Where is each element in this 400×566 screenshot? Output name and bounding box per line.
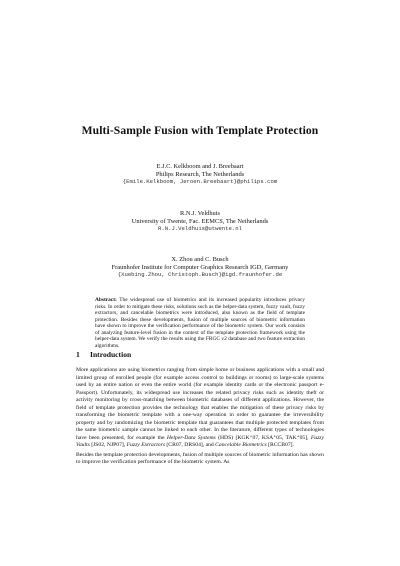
paragraph-1-text-b: (HDS) [KGK⁺07, KSA⁺05, TAK⁺05], [215,434,311,441]
section-title: Introduction [90,350,132,359]
author-block-3 [0,256,400,279]
author-names: E.J.C. Kelkboom and J. Breebaart [156,163,244,170]
author-block-1 [0,163,400,186]
author-names: R.N.J. Veldhuis [179,210,220,217]
author-affiliation: Fraunhofer Institute for Computer Graphics Research IGD, Germany [111,263,289,271]
author-affiliation: University of Twente, Fac. EEMCS, The Netherlands [131,217,269,225]
section-heading [76,350,131,359]
abstract-label: Abstract: [95,297,117,303]
abstract-text: The widespread use of biometrics and its increased popularity introduces privacy risks. In order to mitigate these risks, solutions such as the helper-data system, fuzzy vault, fuzzy extractors, and cancelable biometrics were introduced, also known as the field of template protection. Besides these developments, fusion of multiple sources of biometric information have shown to improve the verification performance of the biometric system. Our work consists of analyzing feature-level fusion in the context of the template protection framework using the helper-data system. We verify the results using the FRGC v2 database and two feature extraction algorithms. [95,297,305,349]
author-email: {Emile.Kelkboom, Jeroen.Breebaart}@philips.com [122,178,278,186]
paragraph-1-text-c: [JS02, NJP07], [89,442,127,448]
paragraph-1-text-e: [RCCB07]. [266,442,294,448]
author-names: X. Zhou and C. Busch [171,256,229,263]
author-email: R.N.J.Veldhuis@utwente.nl [158,225,242,233]
paragraph-1-text-a: More applications are using biometrics ranging from simple home or business applications with a small and limited group of enrolled people (for example access control to buildings or rooms) to large-scale systems used by an entire nation or even the entire world (for example identity cards or the electronic passport e-Passport). Unfortunately, its widespread use increases the related privacy risks such as identity theft or activity monitoring by cross-matching between biometric databases of different applications. However, the field of template protection provides the technology that enables the mitigation of these privacy risks by transforming the biometric template with a one-way operation in order to guarantee the irreversibility property and by randomizing the biometric template that guarantees that multiple protected templates from the same biometric sample cannot be linked to each other. In the literature, different types of technologies have been presented, for example the [76,367,324,441]
paragraph-1 [76,367,324,450]
term-fuzzy-extractors: Fuzzy Extractors [126,442,166,448]
term-fuzzy-vaults: Fuzzy Vaults [76,434,324,448]
term-helper-data-systems: Helper-Data Systems [166,434,216,441]
paper-title: Multi-Sample Fusion with Template Protection [81,124,319,137]
paragraph-2: Besides the template protection developments, fusion of multiple sources of biometric information has shown to improve the verification performance of the biometric system. As [76,451,324,465]
author-email: {Xuebing.Zhou, Christoph.Busch}@igd.fraunhofer.de [117,271,283,279]
author-affiliation: Philips Research, The Netherlands [155,170,245,178]
section-number: 1 [76,350,80,359]
body-text [76,367,324,469]
abstract [95,297,305,349]
term-cancelable-biometrics: Cancelable Biometrics [215,442,267,448]
author-block-2 [0,210,400,233]
paragraph-1-text-d: [CR07, DRS04], and [165,442,216,448]
